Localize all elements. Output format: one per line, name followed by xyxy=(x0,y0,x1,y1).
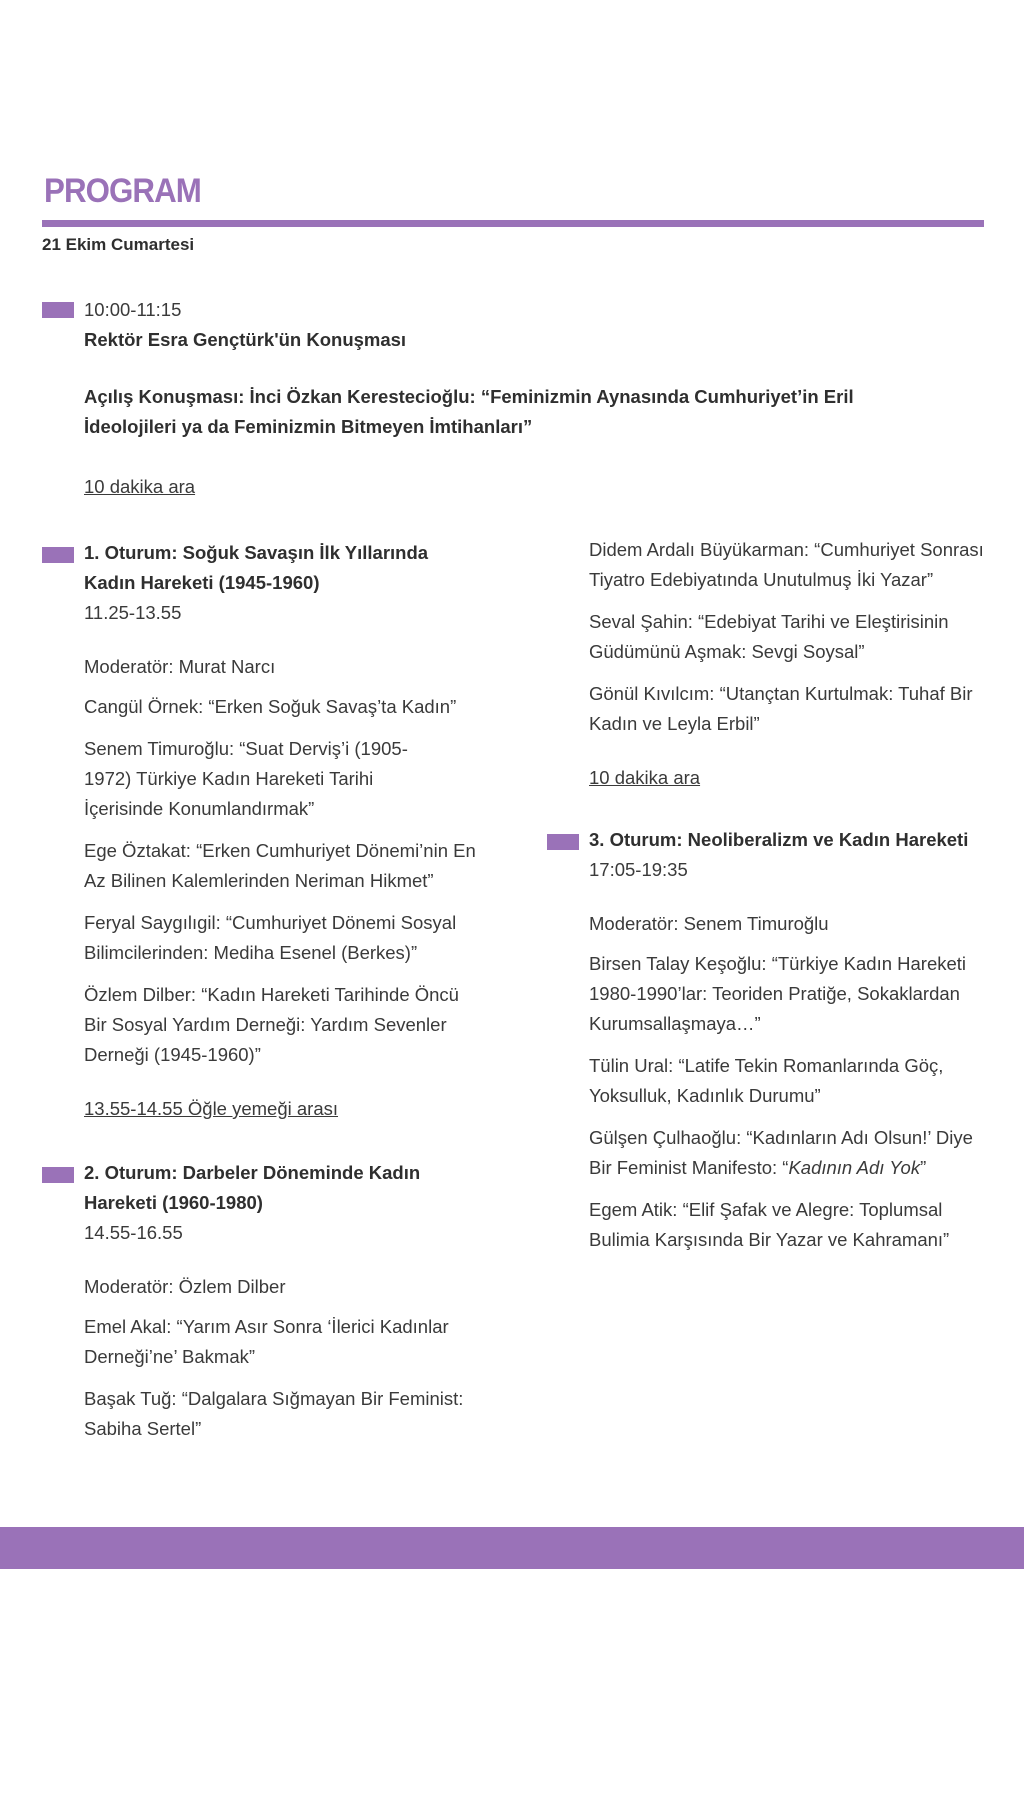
session1-moderator: Moderatör: Murat Narcı xyxy=(84,656,276,677)
session3-time: 17:05-19:35 xyxy=(589,859,688,880)
session1-talk: Senem Timuroğlu: “Suat Derviş’i (1905-1972) Türkiye Kadın Hareketi Tarihi İçerisinde Konumlandırmak” xyxy=(84,738,408,819)
session3-talk: Birsen Talay Keşoğlu: “Türkiye Kadın Hareketi 1980-1990’lar: Teoriden Pratiğe, Sokaklardan Kurumsallaşmaya…” xyxy=(589,953,967,1034)
session3 xyxy=(589,825,989,1267)
session1-title: 1. Oturum: Soğuk Savaşın İlk Yıllarında Kadın Hareketi (1945-1960) xyxy=(84,542,429,593)
session3-talk xyxy=(589,1123,989,1183)
opening-break: 10 dakika ara xyxy=(84,476,196,497)
session1-talk: Özlem Dilber: “Kadın Hareketi Tarihinde Öncü Bir Sosyal Yardım Derneği: Yardım Sevenler Derneği (1945-1960)” xyxy=(84,984,459,1065)
session2-talk: Başak Tuğ: “Dalgalara Sığmayan Bir Feminist: Sabiha Sertel” xyxy=(84,1388,464,1439)
session2-talk: Didem Ardalı Büyükarman: “Cumhuriyet Sonrası Tiyatro Edebiyatında Unutulmuş İki Yazar” xyxy=(589,539,984,590)
session3-title: 3. Oturum: Neoliberalizm ve Kadın Hareketi xyxy=(589,829,969,850)
session3-talk: Tülin Ural: “Latife Tekin Romanlarında Göç, Yoksulluk, Kadınlık Durumu” xyxy=(589,1055,944,1106)
session3-moderator: Moderatör: Senem Timuroğlu xyxy=(589,913,829,934)
session2-break: 10 dakika ara xyxy=(589,767,701,788)
session1-talk: Cangül Örnek: “Erken Soğuk Savaş’ta Kadın” xyxy=(84,696,457,717)
session2-talk: Emel Akal: “Yarım Asır Sonra ‘İlerici Kadınlar Derneği’ne’ Bakmak” xyxy=(84,1316,449,1367)
session1-talk: Feryal Saygılıgil: “Cumhuriyet Dönemi Sosyal Bilimcilerinden: Mediha Esenel (Berkes)” xyxy=(84,912,457,963)
session2-marker xyxy=(42,1167,74,1183)
lunch-break: 13.55-14.55 Öğle yemeği arası xyxy=(84,1098,339,1119)
session3-marker xyxy=(547,834,579,850)
session2-moderator: Moderatör: Özlem Dilber xyxy=(84,1276,286,1297)
session3-talk-end: ” xyxy=(920,1157,927,1178)
rector-speech: Rektör Esra Gençtürk'ün Konuşması xyxy=(84,329,407,350)
session1 xyxy=(84,538,484,1124)
session2-talk: Seval Şahin: “Edebiyat Tarihi ve Eleştirisinin Güdümünü Aşmak: Sevgi Soysal” xyxy=(589,611,949,662)
session2 xyxy=(84,1158,484,1456)
opening-time: 10:00-11:15 xyxy=(84,299,182,320)
opening-marker xyxy=(42,302,74,318)
page-title: PROGRAM xyxy=(44,172,201,210)
footer-band xyxy=(0,1527,1024,1569)
session2-talk: Gönül Kıvılcım: “Utançtan Kurtulmak: Tuhaf Bir Kadın ve Leyla Erbil” xyxy=(589,683,973,734)
session1-marker xyxy=(42,547,74,563)
session2-time: 14.55-16.55 xyxy=(84,1222,183,1243)
session3-talk: Egem Atik: “Elif Şafak ve Alegre: Toplumsal Bulimia Karşısında Bir Yazar ve Kahramanı” xyxy=(589,1199,950,1250)
session2-continued xyxy=(589,535,989,793)
session1-time: 11.25-13.55 xyxy=(84,602,182,623)
session3-talk-text: Gülşen Çulhaoğlu: “Kadınların Adı Olsun!’ Diye Bir Feminist Manifesto: “ xyxy=(589,1127,973,1178)
title-divider xyxy=(42,220,984,227)
opening-speech: Açılış Konuşması: İnci Özkan Kerestecioğlu: “Feminizmin Aynasında Cumhuriyet’in Eril İdeolojileri ya da Feminizmin Bitmeyen İmtihanları” xyxy=(84,386,854,437)
session2-title: 2. Oturum: Darbeler Döneminde Kadın Hareketi (1960-1980) xyxy=(84,1162,421,1213)
session1-talk: Ege Öztakat: “Erken Cumhuriyet Dönemi’nin En Az Bilinen Kalemlerinden Neriman Hikmet” xyxy=(84,840,476,891)
session3-talk-italic: Kadının Adı Yok xyxy=(788,1157,921,1178)
program-date: 21 Ekim Cumartesi xyxy=(42,235,195,254)
